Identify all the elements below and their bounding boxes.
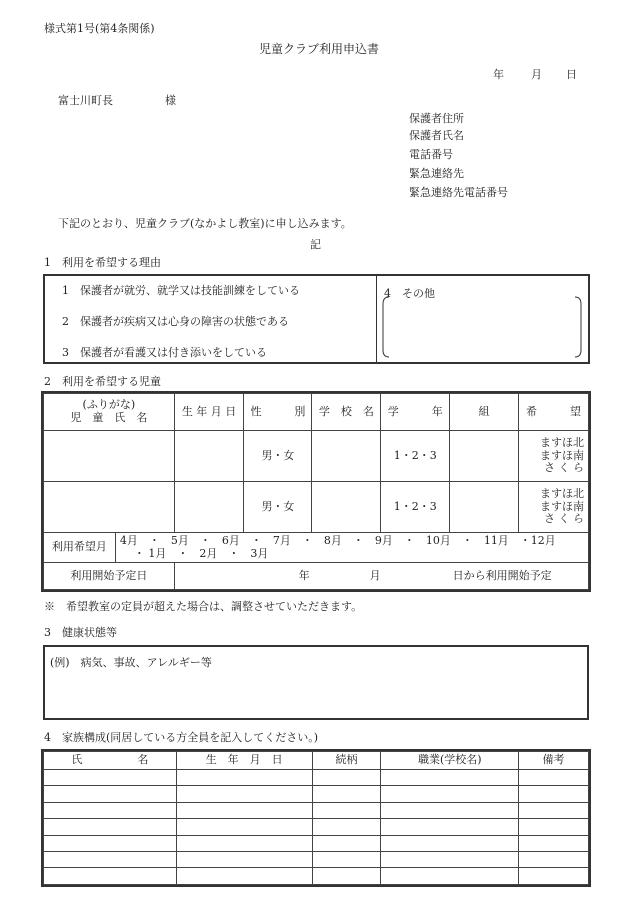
other-input-area[interactable] [392, 298, 572, 356]
family-occupation-cell[interactable] [381, 851, 519, 867]
family-header-relation: 続柄 [312, 752, 381, 770]
family-header-name: 氏 名 [44, 752, 177, 770]
months-line-1[interactable]: 4月 ・ 5月 ・ 6月 ・ 7月 ・ 8月 ・ 9月 ・ 10月 ・ 11月 ・12月 [119, 533, 556, 547]
family-relation-cell[interactable] [312, 770, 381, 786]
family-occupation-cell[interactable] [381, 786, 519, 802]
start-date-field[interactable] [174, 563, 588, 590]
child-grade-cell[interactable]: 1・2・3 [381, 482, 450, 533]
child-name-cell[interactable] [44, 431, 175, 482]
page-title: 児童クラブ利用申込書 [259, 42, 380, 56]
family-name-cell[interactable] [44, 835, 177, 851]
wish-option[interactable]: ますほ南 [540, 448, 584, 462]
section2-heading: 2 利用を希望する児童 [44, 375, 161, 388]
family-rows [44, 770, 589, 885]
family-birth-cell[interactable] [176, 868, 312, 884]
child-class-cell[interactable] [450, 431, 519, 482]
child-birth-cell[interactable] [174, 482, 244, 533]
date-month: 月 [531, 68, 542, 81]
child-sex-cell[interactable]: 男・女 [244, 431, 312, 482]
child-school-cell[interactable] [312, 431, 381, 482]
table-row [44, 868, 589, 884]
emergency-phone-label: 緊急連絡先電話番号 [409, 186, 508, 199]
wish-option[interactable]: さ く ら [544, 461, 584, 475]
table-row [44, 431, 589, 482]
reason-other[interactable]: 4 その他 [384, 287, 435, 300]
ki-label: 記 [310, 238, 321, 251]
family-header-birth: 生 年 月 日 [176, 752, 312, 770]
family-relation-cell[interactable] [312, 802, 381, 818]
family-table [43, 751, 589, 885]
date-year: 年 [493, 68, 504, 81]
child-school-cell[interactable] [312, 482, 381, 533]
other-bracket-left [381, 296, 391, 358]
reason-1[interactable]: 1 保護者が就労、就学又は技能訓練をしている [62, 284, 300, 297]
table-row [44, 835, 589, 851]
child-name-cell[interactable] [44, 482, 175, 533]
header-child-name [44, 394, 175, 431]
family-remarks-cell[interactable] [519, 819, 589, 835]
family-remarks-cell[interactable] [519, 786, 589, 802]
family-occupation-cell[interactable] [381, 802, 519, 818]
intro-text: 下記のとおり、児童クラブ(なかよし教室)に申し込みます。 [58, 217, 352, 230]
header-class: 組 [450, 394, 519, 431]
family-remarks-cell[interactable] [519, 802, 589, 818]
emergency-contact-label: 緊急連絡先 [409, 167, 464, 180]
header-name: 児 童 氏 名 [70, 411, 148, 424]
family-birth-cell[interactable] [176, 835, 312, 851]
month-label: 利用希望月 [44, 533, 116, 563]
guardian-address-label: 保護者住所 [409, 112, 464, 125]
header-birth: 生 年 月 日 [174, 394, 244, 431]
other-bracket-right [573, 296, 583, 358]
wish-option[interactable]: さ く ら [544, 512, 584, 526]
table-row [44, 819, 589, 835]
child-sex-cell[interactable]: 男・女 [244, 482, 312, 533]
addressee: 富士川町長 [58, 94, 113, 107]
family-relation-cell[interactable] [312, 851, 381, 867]
family-occupation-cell[interactable] [381, 835, 519, 851]
family-relation-cell[interactable] [312, 786, 381, 802]
reason-2[interactable]: 2 保護者が疾病又は心身の障害の状態である [62, 315, 289, 328]
header-grade: 学 年 [381, 394, 450, 431]
start-date-label: 利用開始予定日 [44, 563, 175, 590]
addressee-honorific: 様 [165, 94, 176, 107]
start-month: 月 [369, 569, 381, 582]
date-day: 日 [566, 68, 577, 81]
header-sex: 性 別 [244, 394, 312, 431]
header-wish: 希 望 [519, 394, 589, 431]
family-name-cell[interactable] [44, 851, 177, 867]
family-occupation-cell[interactable] [381, 819, 519, 835]
family-remarks-cell[interactable] [519, 835, 589, 851]
family-birth-cell[interactable] [176, 819, 312, 835]
family-birth-cell[interactable] [176, 786, 312, 802]
family-name-cell[interactable] [44, 819, 177, 835]
family-header-remarks: 備考 [519, 752, 589, 770]
family-name-cell[interactable] [44, 786, 177, 802]
family-relation-cell[interactable] [312, 835, 381, 851]
start-year: 年 [298, 569, 310, 582]
family-name-cell[interactable] [44, 770, 177, 786]
family-occupation-cell[interactable] [381, 868, 519, 884]
form-number: 様式第1号(第4条関係) [44, 22, 155, 35]
family-name-cell[interactable] [44, 802, 177, 818]
wish-option[interactable]: ますほ北 [540, 436, 584, 450]
family-birth-cell[interactable] [176, 770, 312, 786]
child-grade-cell[interactable]: 1・2・3 [381, 431, 450, 482]
child-birth-cell[interactable] [174, 431, 244, 482]
guardian-phone-label: 電話番号 [409, 148, 453, 161]
section3-heading: 3 健康状態等 [44, 626, 117, 639]
family-occupation-cell[interactable] [381, 770, 519, 786]
table-row [44, 802, 589, 818]
family-relation-cell[interactable] [312, 819, 381, 835]
wish-option[interactable]: ますほ北 [540, 487, 584, 501]
start-suffix: 日から利用開始予定 [452, 569, 552, 582]
table-row [44, 770, 589, 786]
table-row [44, 851, 589, 867]
wish-option[interactable]: ますほ南 [540, 499, 584, 513]
child-table [43, 393, 589, 590]
family-birth-cell[interactable] [176, 802, 312, 818]
section4-heading: 4 家族構成(同居している方全員を記入してください。) [44, 731, 319, 744]
child-wish-cell[interactable] [519, 482, 589, 533]
family-name-cell[interactable] [44, 868, 177, 884]
health-example: (例) 病気、事故、アレルギー等 [50, 656, 212, 669]
capacity-notice: ※ 希望教室の定員が超えた場合は、調整させていただきます。 [44, 600, 363, 613]
family-birth-cell[interactable] [176, 851, 312, 867]
family-remarks-cell[interactable] [519, 851, 589, 867]
header-furigana: (ふりがな) [82, 398, 136, 412]
guardian-name-label: 保護者氏名 [409, 129, 464, 142]
child-wish-cell[interactable] [519, 431, 589, 482]
months-line-2[interactable]: ・ 1月 ・ 2月 ・ 3月 [133, 546, 269, 560]
month-options[interactable] [115, 533, 588, 563]
section1-heading: 1 利用を希望する理由 [44, 256, 161, 269]
reason-3[interactable]: 3 保護者が看護又は付き添いをしている [62, 346, 267, 359]
family-remarks-cell[interactable] [519, 868, 589, 884]
reason-divider [376, 275, 377, 363]
table-row [44, 482, 589, 533]
header-school: 学 校 名 [312, 394, 381, 431]
child-class-cell[interactable] [450, 482, 519, 533]
family-relation-cell[interactable] [312, 868, 381, 884]
table-row [44, 786, 589, 802]
family-remarks-cell[interactable] [519, 770, 589, 786]
family-header-occupation: 職業(学校名) [381, 752, 519, 770]
